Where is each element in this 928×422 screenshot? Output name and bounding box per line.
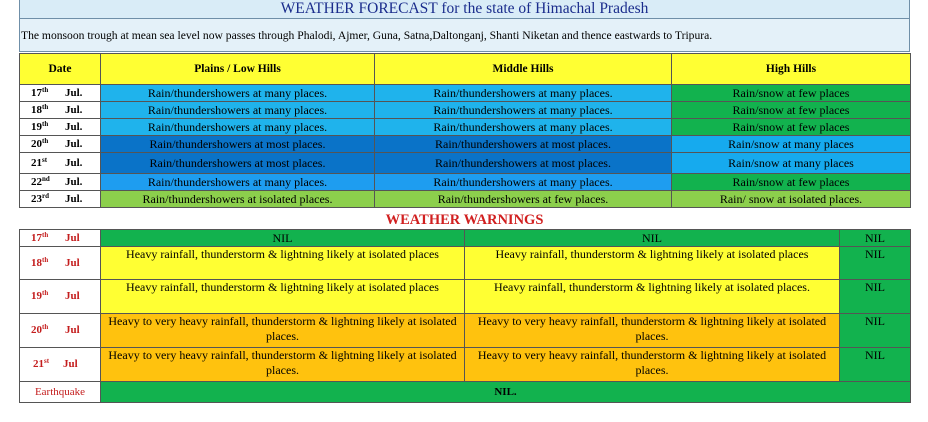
warning-date — [20, 247, 101, 280]
forecast-plains: Rain/thundershowers at most places. — [101, 136, 375, 153]
earthquake-value: NIL. — [101, 382, 911, 403]
day-suffix: th — [42, 289, 49, 297]
warning-plains: Heavy to very heavy rainfall, thunderstorm & lightning likely at isolated places. — [101, 348, 465, 382]
warning-date — [20, 314, 101, 348]
day: 18 — [31, 103, 42, 116]
month: Jul. — [65, 156, 83, 169]
warning-middle: Heavy to very heavy rainfall, thunderstorm & lightning likely at isolated places. — [465, 314, 840, 348]
forecast-plains: Rain/thundershowers at many places. — [101, 119, 375, 136]
day: 22 — [31, 175, 42, 188]
day: 17 — [31, 86, 42, 99]
day-suffix: th — [42, 323, 49, 331]
forecast-middle: Rain/thundershowers at many places. — [375, 174, 672, 191]
day: 20 — [31, 324, 42, 336]
day-suffix: nd — [42, 174, 50, 183]
forecast-high: Rain/snow at few places — [672, 85, 911, 102]
forecast-plains: Rain/thundershowers at many places. — [101, 174, 375, 191]
warning-high: NIL — [840, 314, 911, 348]
forecast-middle: Rain/thundershowers at most places. — [375, 136, 672, 153]
warning-high: NIL — [840, 230, 911, 247]
forecast-row — [20, 174, 911, 191]
day-suffix: rd — [42, 191, 49, 200]
day-suffix: st — [44, 357, 50, 365]
month: Jul — [65, 231, 80, 244]
warning-middle: Heavy rainfall, thunderstorm & lightning likely at isolated places — [465, 247, 840, 280]
forecast-high: Rain/snow at few places — [672, 174, 911, 191]
forecast-high: Rain/ snow at isolated places. — [672, 191, 911, 208]
day-suffix: th — [42, 136, 49, 145]
forecast-sheet — [19, 0, 910, 408]
forecast-row — [20, 191, 911, 208]
warning-plains: Heavy rainfall, thunderstorm & lightning likely at isolated places — [101, 280, 465, 314]
forecast-high: Rain/snow at few places — [672, 119, 911, 136]
day: 17 — [31, 231, 42, 244]
page-title: WEATHER FORECAST for the state of Himachal Pradesh — [19, 0, 910, 19]
forecast-plains: Rain/thundershowers at many places. — [101, 85, 375, 102]
forecast-date — [20, 153, 101, 174]
forecast-middle: Rain/thundershowers at most places. — [375, 153, 672, 174]
earthquake-label: Earthquake — [20, 382, 101, 403]
synoptic-note: The monsoon trough at mean sea level now passes through Phalodi, Ajmer, Guna, Satna,Daltonganj, Shanti Niketan and thence eastwards to Tripura. — [19, 19, 910, 52]
forecast-plains: Rain/thundershowers at isolated places. — [101, 191, 375, 208]
forecast-row — [20, 136, 911, 153]
day-suffix: th — [42, 230, 49, 239]
forecast-plains: Rain/thundershowers at most places. — [101, 153, 375, 174]
forecast-date — [20, 119, 101, 136]
earthquake-row — [20, 382, 911, 403]
forecast-row — [20, 102, 911, 119]
month: Jul — [65, 324, 80, 336]
warning-row — [20, 314, 911, 348]
day: 23 — [31, 192, 42, 205]
warning-row — [20, 348, 911, 382]
warning-high: NIL — [840, 247, 911, 280]
warning-row — [20, 280, 911, 314]
warning-date — [20, 230, 101, 247]
day: 21 — [31, 156, 42, 169]
day-suffix: st — [42, 155, 48, 164]
forecast-date — [20, 102, 101, 119]
header-date: Date — [20, 54, 101, 85]
warning-plains: Heavy to very heavy rainfall, thunderstorm & lightning likely at isolated places. — [101, 314, 465, 348]
month: Jul. — [65, 103, 83, 116]
month: Jul — [63, 358, 78, 370]
forecast-date — [20, 85, 101, 102]
forecast-middle: Rain/thundershowers at many places. — [375, 102, 672, 119]
forecast-table — [19, 53, 911, 208]
month: Jul. — [65, 86, 83, 99]
warning-middle: NIL — [465, 230, 840, 247]
month: Jul. — [65, 175, 83, 188]
forecast-high: Rain/snow at many places — [672, 136, 911, 153]
forecast-middle: Rain/thundershowers at few places. — [375, 191, 672, 208]
day-suffix: th — [42, 255, 49, 264]
forecast-middle: Rain/thundershowers at many places. — [375, 119, 672, 136]
forecast-high: Rain/snow at many places — [672, 153, 911, 174]
warning-high: NIL — [840, 280, 911, 314]
day: 18 — [31, 256, 42, 269]
forecast-header-row — [20, 54, 911, 85]
forecast-row — [20, 153, 911, 174]
forecast-middle: Rain/thundershowers at many places. — [375, 85, 672, 102]
day: 20 — [31, 137, 42, 150]
day-suffix: th — [42, 102, 49, 111]
warning-row — [20, 230, 911, 247]
day: 19 — [31, 290, 42, 302]
header-middle: Middle Hills — [375, 54, 672, 85]
forecast-high: Rain/snow at few places — [672, 102, 911, 119]
warning-high: NIL — [840, 348, 911, 382]
warning-plains: Heavy rainfall, thunderstorm & lightning likely at isolated places — [101, 247, 465, 280]
warning-date — [20, 280, 101, 314]
warning-plains: NIL — [101, 230, 465, 247]
month: Jul — [65, 290, 80, 302]
header-plains: Plains / Low Hills — [101, 54, 375, 85]
forecast-row — [20, 119, 911, 136]
month: Jul. — [65, 137, 83, 150]
forecast-date — [20, 174, 101, 191]
warning-row — [20, 247, 911, 280]
warning-date — [20, 348, 101, 382]
warnings-table — [19, 229, 911, 403]
warning-middle: Heavy rainfall, thunderstorm & lightning likely at isolated places. — [465, 280, 840, 314]
forecast-date — [20, 191, 101, 208]
day-suffix: th — [42, 119, 49, 128]
forecast-plains: Rain/thundershowers at many places. — [101, 102, 375, 119]
month: Jul. — [65, 120, 83, 133]
forecast-date — [20, 136, 101, 153]
month: Jul. — [65, 192, 83, 205]
warnings-title: WEATHER WARNINGS — [19, 212, 910, 229]
month: Jul — [65, 256, 80, 269]
warning-middle: Heavy to very heavy rainfall, thunderstorm & lightning likely at isolated places. — [465, 348, 840, 382]
day: 21 — [33, 358, 44, 370]
day-suffix: th — [42, 85, 49, 94]
forecast-row — [20, 85, 911, 102]
header-high: High Hills — [672, 54, 911, 85]
day: 19 — [31, 120, 42, 133]
